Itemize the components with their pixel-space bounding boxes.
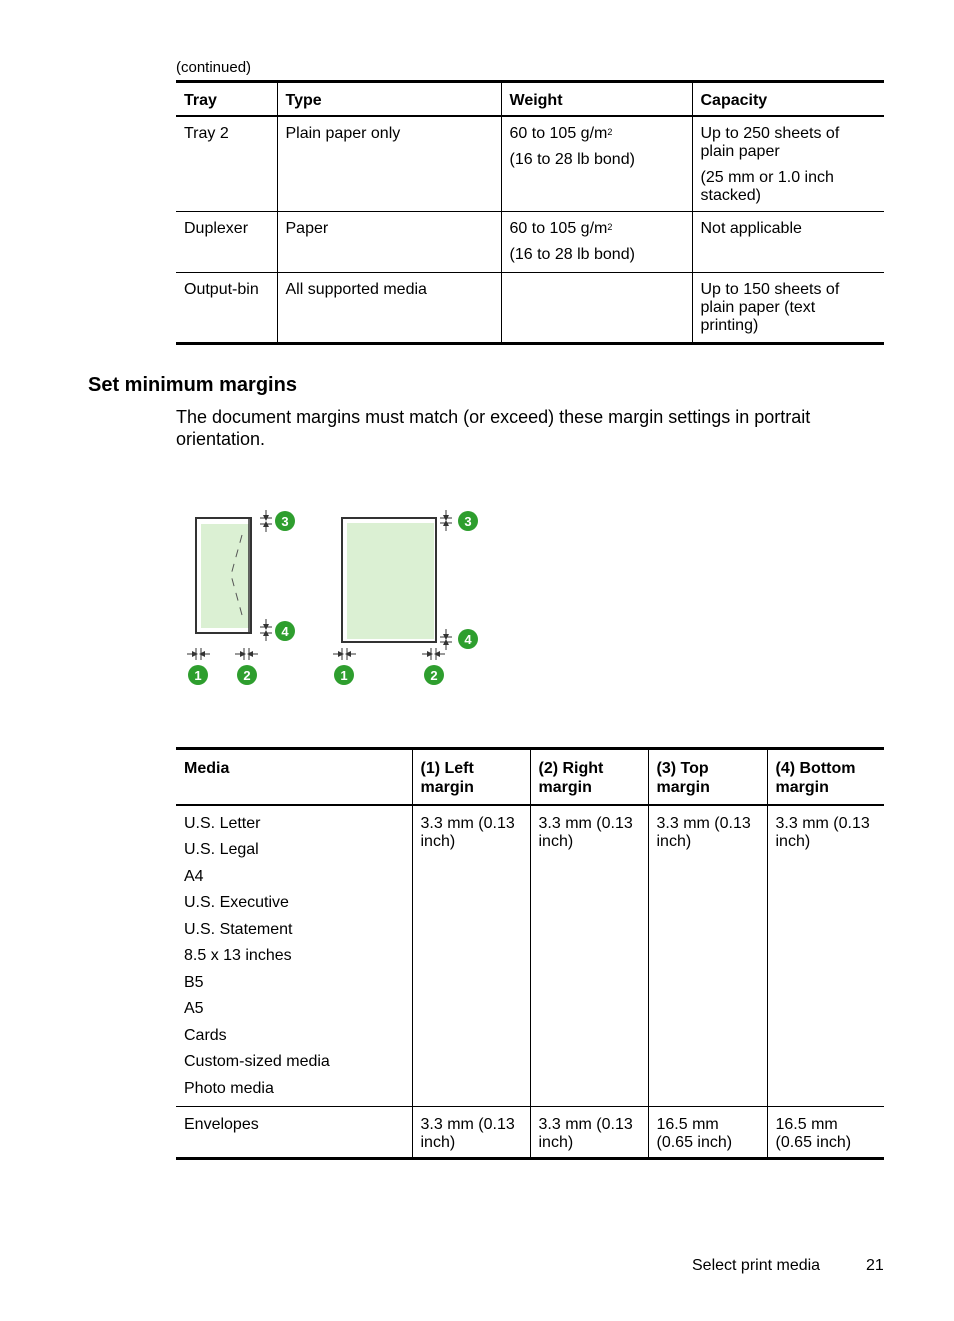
cell-right-margin: 3.3 mm (0.13 inch)	[530, 1107, 648, 1159]
table-row	[176, 273, 884, 344]
weight-metric: 60 to 105 $g/m^2$	[509, 124, 613, 142]
media-item: 8.5 x 13 inches	[184, 947, 292, 964]
media-item: U.S. Statement	[184, 920, 293, 938]
capacity-stack: (25 mm or 1.0 inch stacked)	[700, 168, 834, 204]
weight-metric: 60 to 105 $g/m^2$	[509, 220, 613, 237]
cell-tray: Output-bin	[176, 273, 277, 344]
cell-weight	[501, 212, 692, 273]
table-row	[176, 1107, 884, 1159]
table-row	[176, 212, 884, 273]
cell-type: Plain paper only	[277, 116, 501, 212]
section-heading: Set minimum margins	[88, 374, 297, 396]
paper-diagram-right	[333, 510, 452, 660]
margin-diagram	[176, 500, 496, 695]
callout-label: 2	[243, 668, 251, 683]
header-media: Media	[176, 749, 412, 805]
callout-3-right	[458, 511, 478, 531]
media-item: U.S. Letter	[184, 814, 261, 832]
weight-imperial: (16 to 28 lb bond)	[509, 246, 635, 263]
section-intro: The document margins must match (or exceed) these margin settings in portrait orientation.	[176, 407, 811, 449]
callout-label: 1	[194, 668, 202, 683]
cell-capacity	[692, 273, 884, 344]
cell-bottom-margin: 16.5 mm (0.65 inch)	[767, 1107, 884, 1159]
header-bottom-margin: (4) Bottom margin	[767, 749, 884, 805]
media-item: Cards	[184, 1026, 227, 1044]
callout-label: 4	[464, 632, 472, 647]
callout-1-left	[188, 665, 208, 685]
callout-label: 2	[430, 668, 438, 683]
capacity-sheets: Up to 250 sheets of plain paper	[700, 124, 840, 160]
header-type: Type	[277, 82, 501, 116]
media-item: U.S. Executive	[184, 894, 289, 911]
cell-left-margin: 3.3 mm (0.13 inch)	[412, 805, 530, 1107]
callout-2-left	[237, 665, 257, 685]
media-item: A5	[184, 1000, 204, 1017]
cell-right-margin: 3.3 mm (0.13 inch)	[530, 805, 648, 1107]
capacity-sheets: Not applicable	[700, 220, 802, 237]
media-item: B5	[184, 973, 204, 991]
callout-label: 1	[340, 668, 348, 683]
cell-bottom-margin: 3.3 mm (0.13 inch)	[775, 814, 870, 850]
header-capacity: Capacity	[692, 82, 884, 116]
table-header-row	[176, 749, 884, 805]
cell-type: All supported media	[277, 273, 501, 344]
callout-label: 4	[281, 624, 289, 639]
table-row	[176, 805, 884, 1107]
footer-section-title: Select print media	[692, 1257, 821, 1274]
weight-imperial: (16 to 28 lb bond)	[509, 150, 635, 168]
callout-4-left	[275, 621, 295, 641]
cell-type: Paper	[277, 212, 501, 273]
callout-2-right	[424, 665, 444, 685]
cell-weight	[501, 116, 692, 212]
callout-label: 3	[281, 514, 289, 529]
header-weight: Weight	[501, 82, 692, 116]
media-item: Photo media	[184, 1079, 274, 1097]
cell-media-list	[176, 805, 412, 1107]
callout-label: 3	[464, 514, 472, 529]
table-row	[176, 116, 884, 212]
cell-tray: Tray 2	[176, 116, 277, 212]
cell-left-margin: 3.3 mm (0.13 inch)	[412, 1107, 530, 1159]
header-left-margin: (1) Left margin	[412, 749, 530, 805]
paper-diagram-left	[187, 510, 272, 660]
media-item: A4	[184, 867, 204, 885]
capacity-sheets: Up to 150 sheets of plain paper (text printing)	[700, 281, 840, 334]
cell-media: Envelopes	[176, 1107, 412, 1159]
callout-1-right	[334, 665, 354, 685]
media-item: Custom-sized media	[184, 1053, 330, 1070]
margin-table	[176, 747, 884, 1160]
callout-4-right	[458, 629, 478, 649]
media-item: U.S. Legal	[184, 841, 259, 858]
header-tray: Tray	[176, 82, 277, 116]
cell-top-margin: 16.5 mm (0.65 inch)	[648, 1107, 767, 1159]
header-top-margin: (3) Top margin	[648, 749, 767, 805]
continued-label: (continued)	[176, 59, 252, 76]
cell-capacity	[692, 212, 884, 273]
header-right-margin: (2) Right margin	[530, 749, 648, 805]
tray-capacity-table	[176, 80, 884, 345]
cell-top-margin: 3.3 mm (0.13 inch)	[648, 805, 767, 1107]
cell-weight	[501, 273, 692, 344]
cell-capacity	[692, 116, 884, 212]
table-header-row	[176, 82, 884, 116]
page-number: 21	[866, 1257, 884, 1274]
callout-3-left	[275, 511, 295, 531]
cell-tray: Duplexer	[176, 212, 277, 273]
